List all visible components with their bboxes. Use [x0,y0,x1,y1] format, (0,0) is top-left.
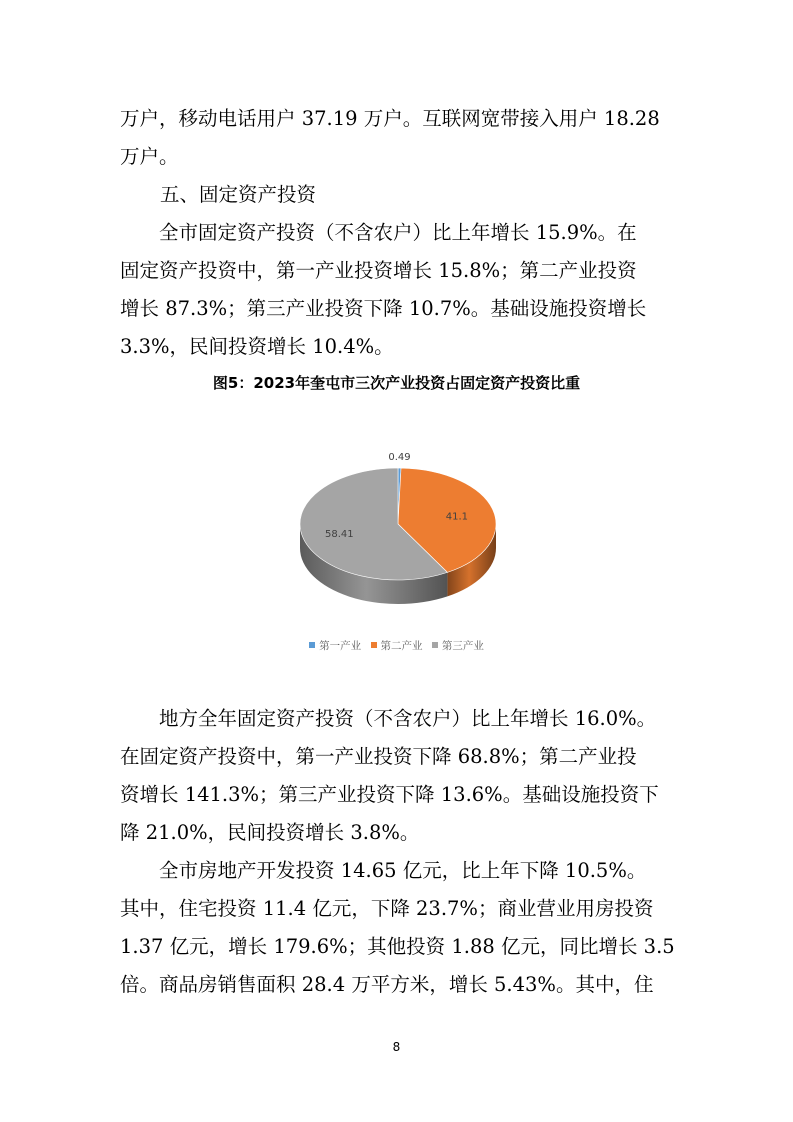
legend-swatch [309,642,315,648]
paragraph-telecom [120,100,680,176]
text-line: 1.37 亿元，增长 179.6%；其他投资 1.88 亿元，同比增长 3.5 [120,935,675,958]
paragraph-local-investment [120,700,680,852]
text-line: 地方全年固定资产投资（不含农户）比上年增长 16.0%。 [120,707,657,730]
text-line: 全市房地产开发投资 14.65 亿元，比上年下降 10.5%。 [120,859,647,882]
data-label: 41.1 [445,511,469,523]
paragraph-fixed-investment [120,214,680,366]
text-line: 资增长 141.3%；第三产业投资下降 13.6%。基础设施投资下 [120,783,659,806]
text-line: 万户，移动电话用户 37.19 万户。互联网宽带接入用户 18.28 [120,107,660,130]
legend-item-primary [309,640,361,652]
text-line: 降 21.0%，民间投资增长 3.8%。 [120,821,420,844]
legend-label: 第一产业 [319,640,362,652]
legend-item-tertiary [432,640,484,652]
page-number: 8 [392,1040,401,1054]
text-line: 固定资产投资中，第一产业投资增长 15.8%；第二产业投资 [120,259,637,282]
data-label: 58.41 [325,529,354,541]
text-line: 万户。 [120,145,179,168]
text-line: 在固定资产投资中，第一产业投资下降 68.8%；第二产业投 [120,745,637,768]
text-line: 全市固定资产投资（不含农户）比上年增长 15.9%。在 [120,221,637,244]
text-line: 3.3%，民间投资增长 10.4%。 [120,335,394,358]
legend-swatch [432,642,438,648]
legend-item-secondary [371,640,423,652]
data-label: 0.49 [388,452,411,464]
figure-title: 图5：2023年奎屯市三次产业投资占固定资产投资比重 [212,374,581,392]
chart-legend [0,638,793,653]
paragraph-real-estate [120,852,680,1004]
pie-chart [280,440,520,670]
legend-label: 第二产业 [380,640,423,652]
text-line: 倍。商品房销售面积 28.4 万平方米，增长 5.43%。其中，住 [120,973,654,996]
text-line: 其中，住宅投资 11.4 亿元，下降 23.7%；商业营业用房投资 [120,897,654,920]
legend-label: 第三产业 [441,640,484,652]
text-line: 增长 87.3%；第三产业投资下降 10.7%。基础设施投资增长 [120,297,647,320]
section-heading: 五、固定资产投资 [160,183,317,206]
legend-swatch [371,642,377,648]
